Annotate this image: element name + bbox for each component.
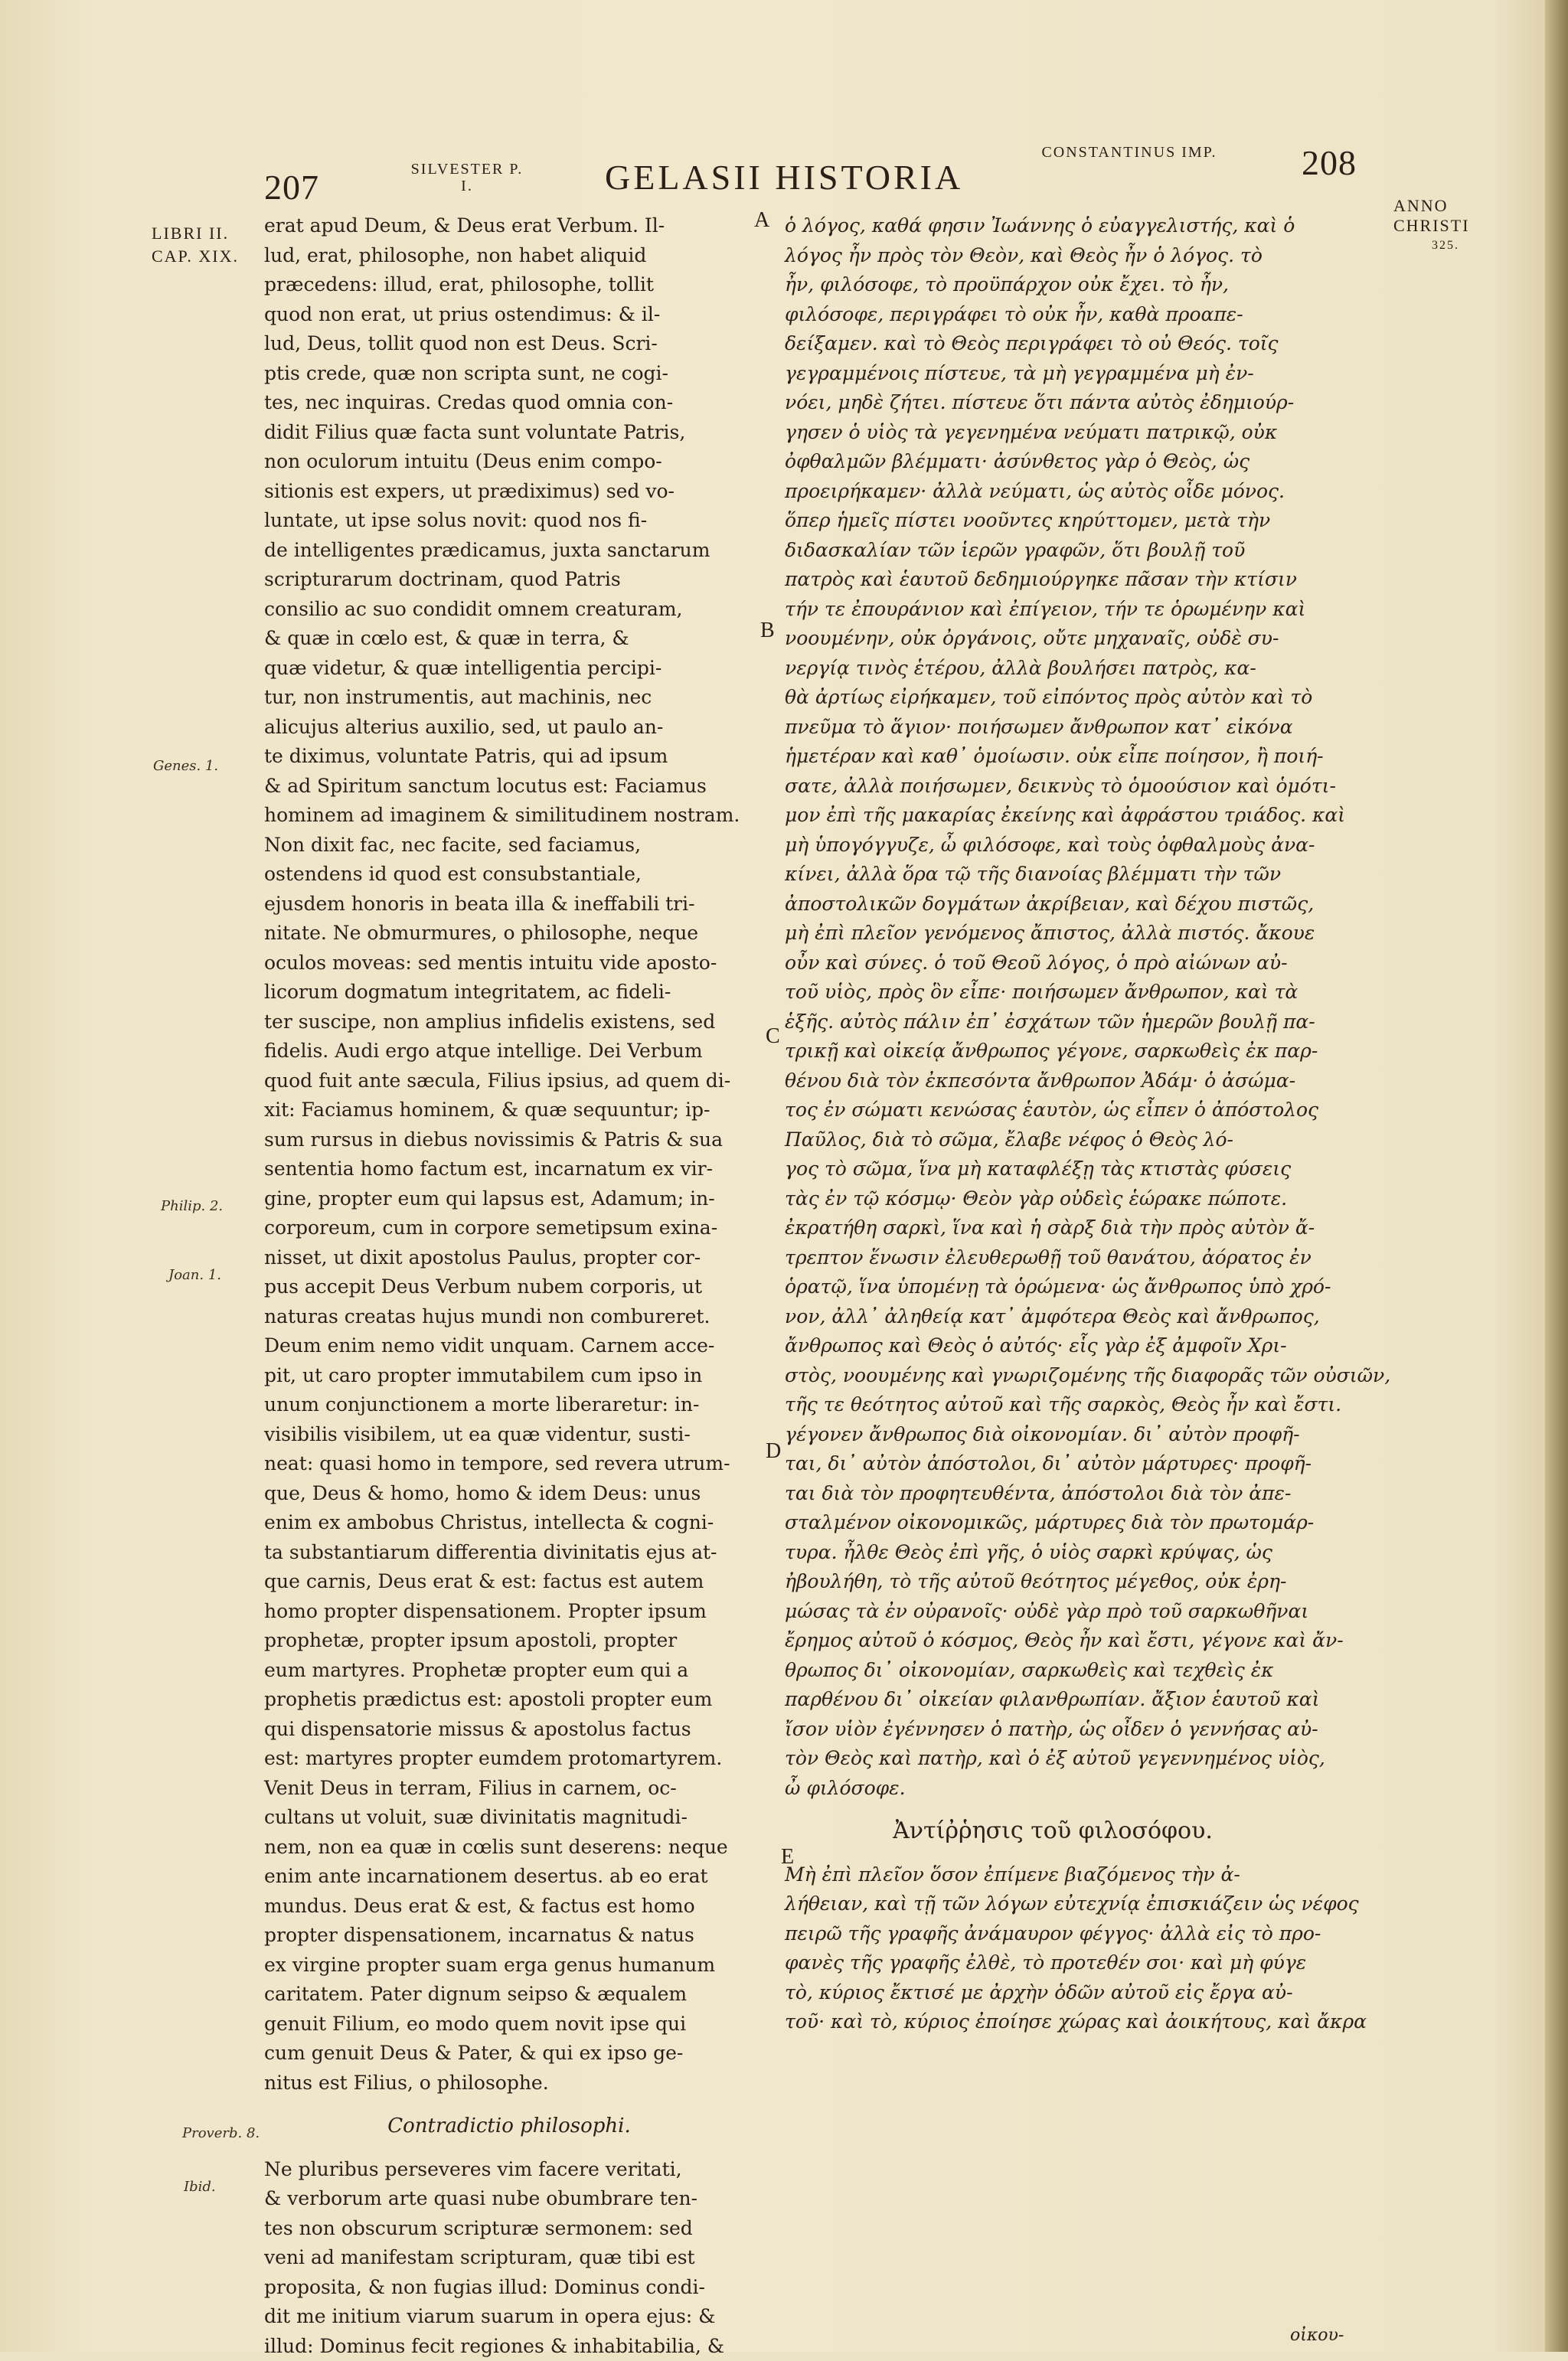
text-line: τρεπτον ἕνωσιν ἐλευθερωθῇ τοῦ θανάτου, ἀόρατος ἐν [785,1243,1321,1273]
text-line: τοῦ· καὶ τὸ, κύριος ἐποίησε χώρας καὶ ἀοικήτους, καὶ ἄκρα [785,2007,1321,2037]
page-number-left: 207 [264,167,319,207]
text-line: prophetæ, propter ipsum apostoli, propter [264,1626,754,1656]
text-line: sententia homo factum est, incarnatum ex vir- [264,1154,754,1184]
text-line: & quæ in cœlo est, & quæ in terra, & [264,624,754,654]
text-line: illud: Dominus fecit regiones & inhabitabilia, & [264,2332,754,2361]
text-line: & verborum arte quasi nube obumbrare ten- [264,2184,754,2214]
text-line: Venit Deus in terram, Filius in carnem, oc- [264,1774,754,1804]
text-line: sitionis est expers, ut prædiximus) sed vo- [264,477,754,507]
text-line: caritatem. Pater dignum seipso & æqualem [264,1980,754,2010]
margin-book-chapter: LIBRI II. CAP. XIX. [152,222,251,268]
text-line: ter suscipe, non amplius infidelis existens, sed [264,1007,754,1037]
running-head-right: CONSTANTINUS IMP. [1030,144,1229,161]
text-line: didit Filius quæ facta sunt voluntate Patris, [264,418,754,448]
text-line: ται, δι᾽ αὐτὸν ἀπόστολοι, δι᾽ αὐτὸν μάρτυρες· προφῆ- [785,1449,1321,1479]
text-line: ejusdem honoris in beata illa & ineffabili tri- [264,890,754,919]
text-line: ta substantiarum differentia divinitatis ejus at- [264,1538,754,1568]
text-line: proposita, & non fugias illud: Dominus condi- [264,2273,754,2303]
text-line: Ne pluribus perseveres vim facere veritati, [264,2155,754,2185]
text-line: δείξαμεν. καὶ τὸ Θεὸς περιγράφει τὸ οὐ Θεός. τοῖς [785,329,1321,359]
text-line: genuit Filium, eo modo quem novit ipse qui [264,2010,754,2039]
text-line: lud, erat, philosophe, non habet aliquid [264,241,754,271]
text-line: ἀποστολικῶν δογμάτων ἀκρίβειαν, καὶ δέχου πιστῶς, [785,890,1321,919]
text-line: παρθένου δι᾽ οἰκείαν φιλανθρωπίαν. ἄξιον ἑαυτοῦ καὶ [785,1685,1321,1715]
text-line: que, Deus & homo, homo & idem Deus: unus [264,1479,754,1509]
margin-note: Ibid. [184,2179,216,2195]
text-line: θρωπος δι᾽ οἰκονομίαν, σαρκωθεὶς καὶ τεχθεὶς ἐκ [785,1656,1321,1686]
text-line: Μὴ ἐπὶ πλεῖον ὅσον ἐπίμενε βιαζόμενος τὴν ἀ- [785,1860,1321,1890]
text-line: cum genuit Deus & Pater, & qui ex ipso ge- [264,2039,754,2069]
text-line: μὴ ὑπογόγγυζε, ὦ φιλόσοφε, καὶ τοὺς ὀφθαλμοὺς ἀνα- [785,831,1321,860]
section-heading: Contradictio philosophi. [264,2111,754,2141]
text-line: enim ex ambobus Christus, intellecta & cogni- [264,1508,754,1538]
text-line: ὁ λόγος, καθά φησιν Ἰωάννης ὁ εὐαγγελιστής, καὶ ὁ [785,211,1321,241]
text-line: λόγος ἦν πρὸς τὸν Θεὸν, καὶ Θεὸς ἦν ὁ λόγος. τὸ [785,241,1321,271]
text-line: τὰς ἐν τῷ κόσμῳ· Θεὸν γὰρ οὐδεὶς ἑώρακε πώποτε. [785,1184,1321,1214]
text-line: licorum dogmatum integritatem, ac fideli- [264,978,754,1007]
text-line: θὰ ἀρτίως εἰρήκαμεν, τοῦ εἰπόντος πρὸς αὐτὸν καὶ τὸ [785,683,1321,713]
text-line: ἡμετέραν καὶ καθ᾽ ὁμοίωσιν. οὐκ εἶπε ποίησον, ἢ ποιή- [785,742,1321,772]
text-line: ται διὰ τὸν προφητευθέντα, ἀπόστολοι διὰ τὸν ἀπε- [785,1479,1321,1509]
text-line: νοουμένην, οὐκ ὀργάνοις, οὔτε μηχαναῖς, οὐδὲ συ- [785,624,1321,654]
margin-note: Proverb. 8. [182,2125,260,2141]
latin-column [264,211,754,2361]
section-letter: A [754,208,769,233]
text-line: ἐκρατήθη σαρκὶ, ἵνα καὶ ἡ σὰρξ διὰ τὴν πρὸς αὐτὸν ἄ- [785,1213,1321,1243]
text-line: διδασκαλίαν τῶν ἱερῶν γραφῶν, ὅτι βουλῇ τοῦ [785,536,1321,566]
text-line: nitus est Filius, o philosophe. [264,2069,754,2098]
text-line: θένου διὰ τὸν ἐκπεσόντα ἄνθρωπον Ἀδάμ· ὁ ἀσώμα- [785,1066,1321,1096]
text-line: πειρῶ τῆς γραφῆς ἀνάμαυρον φέγγος· ἀλλὰ εἰς τὸ προ- [785,1919,1321,1949]
text-line: Deum enim nemo vidit unquam. Carnem acce- [264,1331,754,1361]
anno-label: ANNO CHRISTI [1393,196,1478,236]
text-line: πνεῦμα τὸ ἅγιον· ποιήσωμεν ἄνθρωπον κατ᾽ εἰκόνα [785,713,1321,743]
margin-anno [1393,196,1478,256]
text-line: Non dixit fac, nec facite, sed faciamus, [264,831,754,860]
text-line: τρικῇ καὶ οἰκείᾳ ἄνθρωπος γέγονε, σαρκωθεὶς ἐκ παρ- [785,1037,1321,1066]
running-head-left: SILVESTER P. I. [406,161,528,194]
text-line: scripturarum doctrinam, quod Patris [264,565,754,595]
text-line: ὀφθαλμῶν βλέμματι· ἀσύνθετος γὰρ ὁ Θεὸς, ὡς [785,447,1321,477]
text-line: corporeum, cum in corpore semetipsum exina- [264,1213,754,1243]
section-letter: B [760,619,775,643]
text-line: te diximus, voluntate Patris, qui ad ipsum [264,742,754,772]
text-line: μὴ ἐπὶ πλεῖον γενόμενος ἄπιστος, ἀλλὰ πιστός. ἄκουε [785,919,1321,949]
page-header [0,0,1568,214]
page-number-right: 208 [1302,142,1357,183]
text-line: consilio ac suo condidit omnem creaturam, [264,595,754,625]
text-line: enim ante incarnationem desertus. ab eo erat [264,1862,754,1892]
text-line: tes, nec inquiras. Credas quod omnia con- [264,388,754,418]
text-line: ἴσον υἱὸν ἐγέννησεν ὁ πατὴρ, ὡς οἶδεν ὁ γεννήσας αὐ- [785,1715,1321,1745]
text-line: τῆς τε θεότητος αὐτοῦ καὶ τῆς σαρκὸς, Θεὸς ἦν καὶ ἔστι. [785,1390,1321,1420]
text-line: γος τὸ σῶμα, ἵνα μὴ καταφλέξῃ τὰς κτιστὰς φύσεις [785,1154,1321,1184]
margin-note: Joan. 1. [168,1267,221,1283]
text-line: de intelligentes prædicamus, juxta sanctarum [264,536,754,566]
text-line: ἑξῆς. αὐτὸς πάλιν ἐπ᾽ ἐσχάτων τῶν ἡμερῶν βουλῇ πα- [785,1007,1321,1037]
text-line: cultans ut voluit, suæ divinitatis magnitudi- [264,1803,754,1833]
text-line: πατρὸς καὶ ἑαυτοῦ δεδημιούργηκε πᾶσαν τὴν κτίσιν [785,565,1321,595]
text-line: dit me initium viarum suarum in opera ejus: & [264,2302,754,2332]
text-line: νον, ἀλλ᾽ ἀληθείᾳ κατ᾽ ἀμφότερα Θεὸς καὶ ἄνθρωπος, [785,1302,1321,1332]
text-line: nem, non ea quæ in cœlis sunt deserens: neque [264,1833,754,1863]
text-line: μώσας τὰ ἐν οὐρανοῖς· οὐδὲ γὰρ πρὸ τοῦ σαρκωθῆναι [785,1597,1321,1627]
text-line: φανὲς τῆς γραφῆς ἐλθὲ, τὸ προτεθέν σοι· καὶ μὴ φύγε [785,1948,1321,1978]
text-line: οὖν καὶ σύνες. ὁ τοῦ Θεοῦ λόγος, ὁ πρὸ αἰώνων αὐ- [785,949,1321,978]
text-line: ἔρημος αὐτοῦ ὁ κόσμος, Θεὸς ἦν καὶ ἔστι, γέγονε καὶ ἄν- [785,1626,1321,1656]
text-line: alicujus alterius auxilio, sed, ut paulo an- [264,713,754,743]
text-line: στὸς, νοουμένης καὶ γνωριζομένης τῆς διαφορᾶς τῶν οὐσιῶν, [785,1361,1321,1391]
text-line: σταλμένον οἰκονομικῶς, μάρτυρες διὰ τὸν πρωτομάρ- [785,1508,1321,1538]
text-line: μον ἐπὶ τῆς μακαρίας ἐκείνης καὶ ἀφράστου τριάδος. καὶ [785,801,1321,831]
catchword: οἰκου- [1290,2326,1344,2345]
text-line: sum rursus in diebus novissimis & Patris & sua [264,1125,754,1155]
text-line: Παῦλος, διὰ τὸ σῶμα, ἔλαβε νέφος ὁ Θεὸς λό- [785,1125,1321,1155]
text-line: ex virgine propter suam erga genus humanum [264,1951,754,1981]
text-line: γεγραμμένοις πίστευε, τὰ μὴ γεγραμμένα μὴ ἐν- [785,359,1321,389]
text-line: ostendens id quod est consubstantiale, [264,860,754,890]
anno-year: 325. [1432,236,1478,256]
section-letter: E [781,1845,794,1870]
text-line: τυρα. ἦλθε Θεὸς ἐπὶ γῆς, ὁ υἱὸς σαρκὶ κρύψας, ὡς [785,1538,1321,1568]
text-line: ptis crede, quæ non scripta sunt, ne cogi- [264,359,754,389]
text-line: pus accepit Deus Verbum nubem corporis, ut [264,1272,754,1302]
text-line: luntate, ut ipse solus novit: quod nos fi- [264,506,754,536]
text-line: erat apud Deum, & Deus erat Verbum. Il- [264,211,754,241]
text-line: tes non obscurum scripturæ sermonem: sed [264,2214,754,2244]
text-line: γέγονεν ἄνθρωπος διὰ οἰκονομίαν. δι᾽ αὐτὸν προφῆ- [785,1420,1321,1450]
text-line: τὸν Θεὸς καὶ πατὴρ, καὶ ὁ ἐξ αὐτοῦ γεγεννημένος υἱὸς, [785,1744,1321,1774]
text-line: gine, propter eum qui lapsus est, Adamum; in- [264,1184,754,1214]
text-line: tur, non instrumentis, aut machinis, nec [264,683,754,713]
text-line: qui dispensatorie missus & apostolus factus [264,1715,754,1745]
text-line: νεργίᾳ τινὸς ἑτέρου, ἀλλὰ βουλήσει πατρὸς, κα- [785,654,1321,684]
text-line: visibilis visibilem, ut ea quæ videntur, susti- [264,1420,754,1450]
text-line: φιλόσοφε, περιγράφει τὸ οὐκ ἦν, καθὰ προαπε- [785,300,1321,330]
section-letter: C [766,1024,780,1049]
margin-note: Genes. 1. [153,758,218,774]
text-line: fidelis. Audi ergo atque intellige. Dei Verbum [264,1037,754,1066]
text-line: que carnis, Deus erat & est: factus est autem [264,1567,754,1597]
text-line: naturas creatas hujus mundi non combureret. [264,1302,754,1332]
text-line: ἄνθρωπος καὶ Θεὸς ὁ αὐτός· εἷς γὰρ ἐξ ἀμφοῖν Χρι- [785,1331,1321,1361]
greek-column [785,211,1321,2037]
text-line: τος ἐν σώματι κενώσας ἑαυτὸν, ὡς εἶπεν ὁ ἀπόστολος [785,1096,1321,1125]
text-line: & ad Spiritum sanctum locutus est: Faciamus [264,772,754,802]
text-line: mundus. Deus erat & est, & factus est homo [264,1892,754,1922]
text-line: est: martyres propter eumdem protomartyrem. [264,1744,754,1774]
text-line: nisset, ut dixit apostolus Paulus, propter cor- [264,1243,754,1273]
text-line: τήν τε ἐπουράνιον καὶ ἐπίγειον, τήν τε ὁρωμένην καὶ [785,595,1321,625]
margin-note: Philip. 2. [161,1198,223,1214]
text-line: νόει, μηδὲ ζήτει. πίστευε ὅτι πάντα αὐτὸς ἐδημιούρ- [785,388,1321,418]
text-line: ἠβουλήθη, τὸ τῆς αὐτοῦ θεότητος μέγεθος, οὐκ ἐρη- [785,1567,1321,1597]
text-line: γησεν ὁ υἱὸς τὰ γεγενημένα νεύματι πατρικῷ, οὐκ [785,418,1321,448]
text-line: hominem ad imaginem & similitudinem nostram. [264,801,754,831]
text-line: lud, Deus, tollit quod non est Deus. Scri- [264,329,754,359]
text-line: non oculorum intuitu (Deus enim compo- [264,447,754,477]
text-line: xit: Faciamus hominem, & quæ sequuntur; ip- [264,1096,754,1125]
page-edge [1545,0,1568,2352]
text-line: τοῦ υἱὸς, πρὸς ὃν εἶπε· ποιήσωμεν ἄνθρωπον, καὶ τὰ [785,978,1321,1007]
section-letter: D [766,1439,781,1464]
text-line: ὅπερ ἡμεῖς πίστει νοοῦντες κηρύττομεν, μετὰ τὴν [785,506,1321,536]
text-line: eum martyres. Prophetæ propter eum qui a [264,1656,754,1686]
text-line: προειρήκαμεν· ἀλλὰ νεύματι, ὡς αὐτὸς οἶδε μόνος. [785,477,1321,507]
text-line: quæ videtur, & quæ intelligentia percipi- [264,654,754,684]
text-line: prophetis prædictus est: apostoli propter eum [264,1685,754,1715]
text-line: κίνει, ἀλλὰ ὅρα τῷ τῆς διανοίας βλέμματι τὴν τῶν [785,860,1321,890]
text-line: veni ad manifestam scripturam, quæ tibi est [264,2243,754,2273]
text-line: neat: quasi homo in tempore, sed revera utrum- [264,1449,754,1479]
text-line: τὸ, κύριος ἔκτισέ με ἀρχὴν ὁδῶν αὐτοῦ εἰς ἔργα αὐ- [785,1978,1321,2008]
page-title: GELASII HISTORIA [605,157,963,198]
text-line: ἦν, φιλόσοφε, τὸ προϋπάρχον οὐκ ἔχει. τὸ ἦν, [785,270,1321,300]
text-line: λήθειαν, καὶ τῇ τῶν λόγων εὐτεχνίᾳ ἐπισκιάζειν ὡς νέφος [785,1889,1321,1919]
text-line: propter dispensationem, incarnatus & natus [264,1921,754,1951]
text-line: oculos moveas: sed mentis intuitu vide aposto- [264,949,754,978]
text-line: præcedens: illud, erat, philosophe, tollit [264,270,754,300]
text-line: ὦ φιλόσοφε. [785,1774,1321,1804]
text-line: σατε, ἀλλὰ ποιήσωμεν, δεικνὺς τὸ ὁμοούσιον καὶ ὁμότι- [785,772,1321,802]
text-line: quod non erat, ut prius ostendimus: & il- [264,300,754,330]
text-line: unum conjunctionem a morte liberaretur: in- [264,1390,754,1420]
text-line: pit, ut caro propter immutabilem cum ipso in [264,1361,754,1391]
text-line: quod fuit ante sæcula, Filius ipsius, ad quem di- [264,1066,754,1096]
text-line: nitate. Ne obmurmures, o philosophe, neque [264,919,754,949]
text-line: ὁρατῷ, ἵνα ὑπομένῃ τὰ ὁρώμενα· ὡς ἄνθρωπος ὑπὸ χρό- [785,1272,1321,1302]
text-line: homo propter dispensationem. Propter ipsum [264,1597,754,1627]
section-heading: Ἀντίῤῥησις τοῦ φιλοσόφου. [785,1817,1321,1847]
